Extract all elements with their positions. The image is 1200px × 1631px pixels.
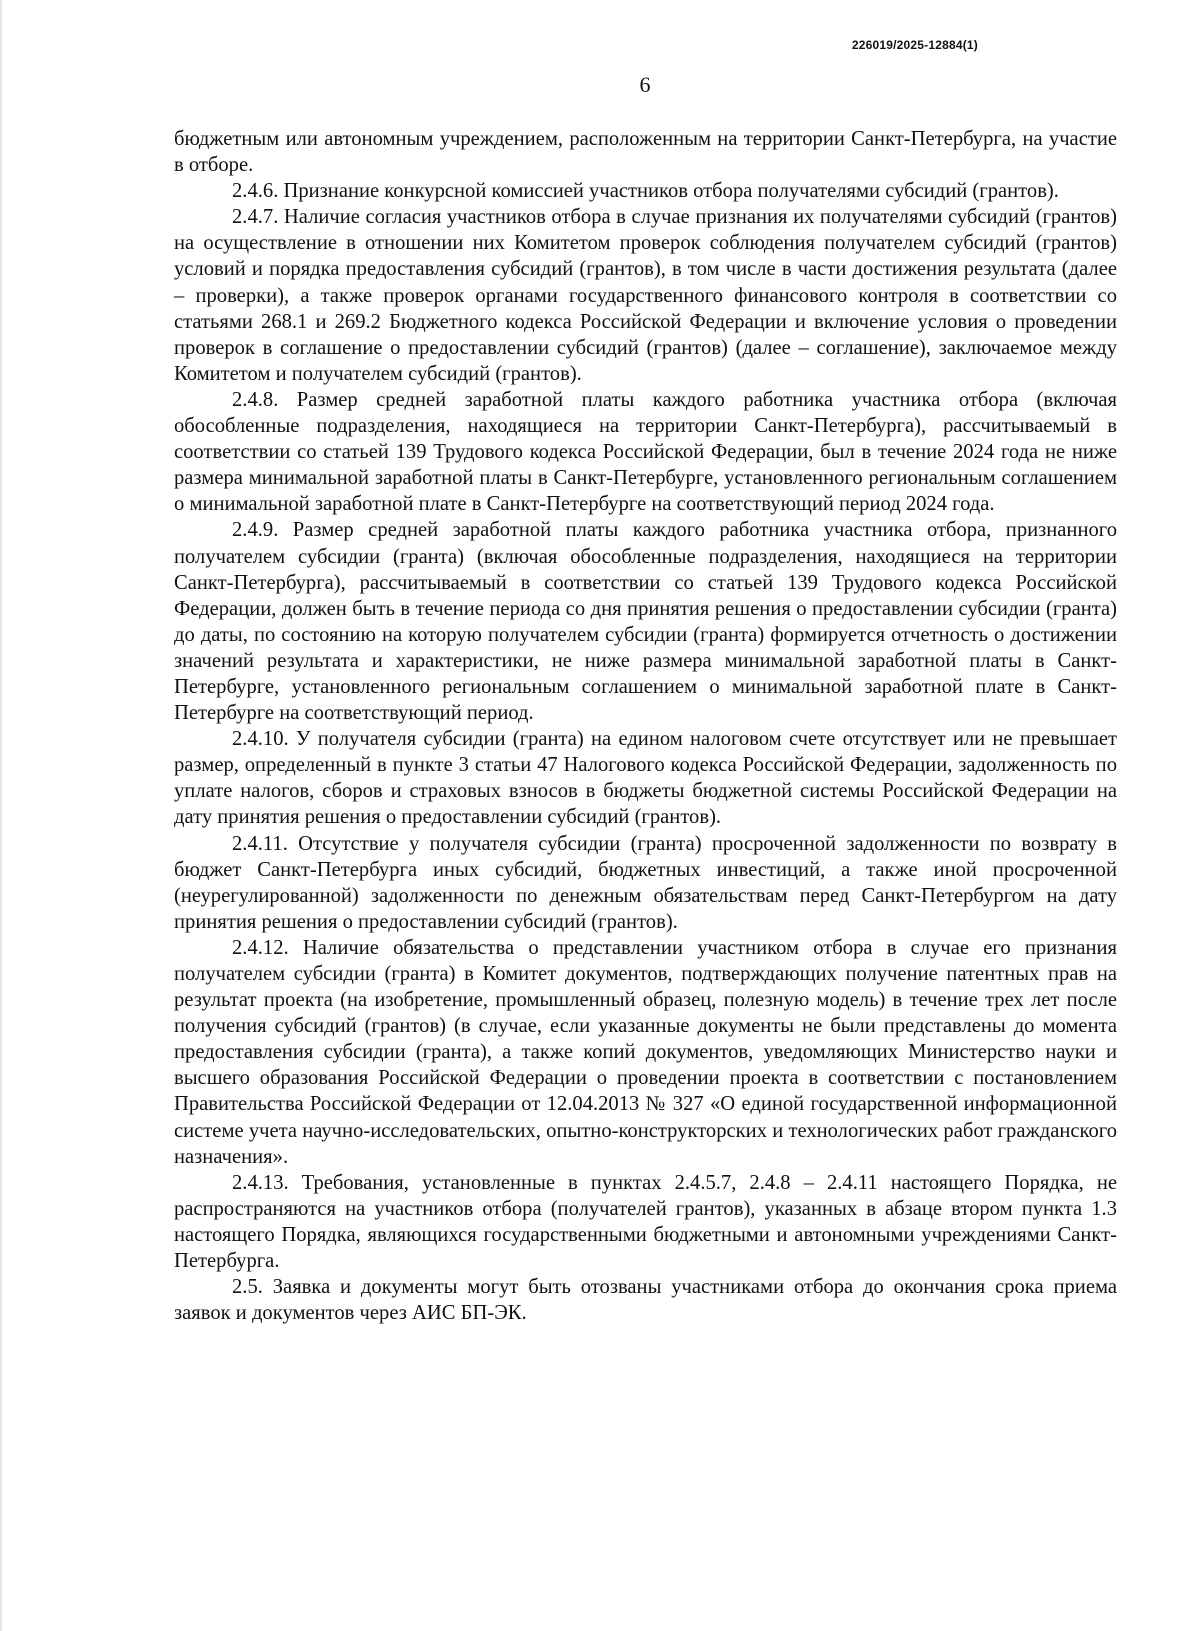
document-number: 226019/2025-12884(1) bbox=[851, 38, 978, 52]
paragraph-2-4-8: 2.4.8. Размер средней заработной платы каждого работника участника отбора (включая обособленные подразделения, находящиеся на территории Санкт-Петербурга), рассчитываемый в соответствии со статьей 139 Трудового кодекса Российской Федерации, был в течение 2024 года не ниже размера минимальной заработной платы в Санкт-Петербурге, установленного региональным соглашением о минимальной заработной плате в Санкт-Петербурге на соответствующий период 2024 года. bbox=[174, 388, 1117, 516]
document-body bbox=[174, 126, 1117, 1326]
paragraph-2-5: 2.5. Заявка и документы могут быть отозваны участниками отбора до окончания срока приема заявок и документов через АИС БП-ЭК. bbox=[174, 1276, 1117, 1325]
paragraph-2-4-12: 2.4.12. Наличие обязательства о представлении участником отбора в случае его признания получателем субсидии (гранта) в Комитет документов, подтверждающих получение патентных прав на результат проекта (на изобретение, промышленный образец, полезную модель) в течение трех лет после получения субсидий (грантов) (в случае, если указанные документы не были представлены до момента предоставления субсидии (гранта), а также копий документов, уведомляющих Министерство науки и высшего образования Российской Федерации о проведении проекта в соответствии с постановлением Правительства Российской Федерации от 12.04.2013 № 327 «О единой государственной информационной системе учета научно-исследовательских, опытно-конструкторских и технологических работ гражданского назначения». bbox=[174, 936, 1117, 1168]
paragraph-2-4-9: 2.4.9. Размер средней заработной платы каждого работника участника отбора, признанного получателем субсидии (гранта) (включая обособленные подразделения, находящиеся на территории Санкт-Петербурга), рассчитываемый в соответствии со статьей 139 Трудового кодекса Российской Федерации, должен быть в течение периода со дня принятия решения о предоставлении субсидии (гранта) до даты, по состоянию на которую получателем субсидии (гранта) формируется отчетность о достижении значений результата и характеристики, не ниже размера минимальной заработной платы в Санкт-Петербурге, установленного региональным соглашением о минимальной заработной плате в Санкт-Петербурге на соответствующий период. bbox=[174, 519, 1117, 725]
paragraph-2-4-6: 2.4.6. Признание конкурсной комиссией участников отбора получателями субсидий (грантов). bbox=[232, 180, 1059, 203]
paragraph-2-4-7: 2.4.7. Наличие согласия участников отбора в случае признания их получателями субсидий (грантов) на осуществление в отношении них Комитетом проверок соблюдения получателем субсидий (грантов) условий и порядка предоставления субсидий (грантов), в том числе в части достижения результата (далее – проверки), а также проверок органами государственного финансового контроля в соответствии со статьями 268.1 и 269.2 Бюджетного кодекса Российской Федерации и включение условия о проведении проверок в соглашение о предоставлении субсидий (грантов) (далее – соглашение), заключаемое между Комитетом и получателем субсидий (грантов). bbox=[174, 206, 1117, 385]
paragraph-2-4-10: 2.4.10. У получателя субсидии (гранта) на едином налоговом счете отсутствует или не превышает размер, определенный в пункте 3 статьи 47 Налогового кодекса Российской Федерации, задолженность по уплате налогов, сборов и страховых взносов в бюджеты бюджетной системы Российской Федерации на дату принятия решения о предоставлении субсидий (грантов). bbox=[174, 728, 1117, 829]
paragraph-continuation: бюджетным или автономным учреждением, расположенным на территории Санкт-Петербурга, на участие в отборе. bbox=[174, 128, 1117, 177]
paragraph-2-4-13: 2.4.13. Требования, установленные в пунктах 2.4.5.7, 2.4.8 – 2.4.11 настоящего Порядка, не распространяются на участников отбора (получателей грантов), указанных в абзаце втором пункта 1.3 настоящего Порядка, являющихся государственными бюджетными и автономными учреждениями Санкт-Петербурга. bbox=[174, 1171, 1117, 1273]
scan-edge bbox=[0, 0, 2, 1631]
paragraph-2-4-11: 2.4.11. Отсутствие у получателя субсидии (гранта) просроченной задолженности по возврату в бюджет Санкт-Петербурга иных субсидий, бюджетных инвестиций, а также иной просроченной (неурегулированной) задолженности по денежным обязательствам перед Санкт-Петербургом на дату принятия решения о предоставлении субсидий (грантов). bbox=[174, 832, 1117, 933]
page-number: 6 bbox=[639, 72, 651, 97]
